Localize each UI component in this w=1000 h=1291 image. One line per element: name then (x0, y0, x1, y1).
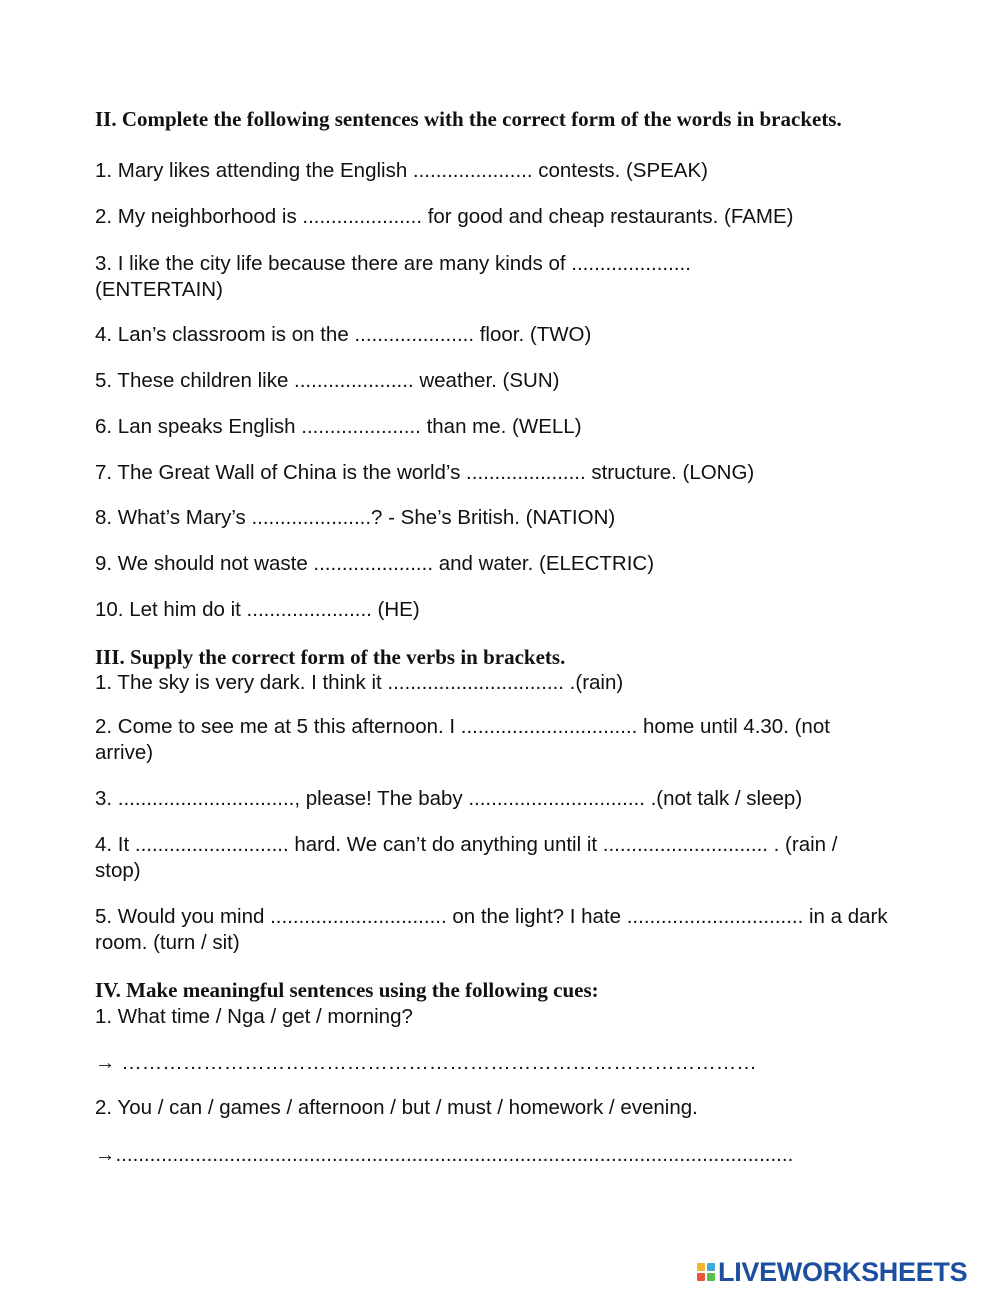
section-2-item-5: 5. These children like ..................... weather. (SUN) (95, 369, 560, 392)
section-3-item-2: 2. Come to see me at 5 this afternoon. I ............................... home until 4.30. (not arrive) (95, 715, 836, 764)
logo-block (707, 1263, 715, 1271)
section-4-heading: IV. Make meaningful sentences using the following cues: (95, 978, 599, 1002)
section-2-heading: II. Complete the following sentences with the correct form of the words in brackets. (95, 107, 842, 131)
section-4-item-1: 1. What time / Nga / get / morning? (95, 1005, 413, 1028)
section-2-item-3: 3. I like the city life because there are many kinds of ..................... (ENTERTAIN) (95, 252, 697, 301)
logo-blocks-icon (697, 1263, 715, 1281)
section-2-item-6: 6. Lan speaks English ..................... than me. (WELL) (95, 415, 582, 438)
logo-block (707, 1273, 715, 1281)
section-4-item-2: 2. You / can / games / afternoon / but / must / homework / evening. (95, 1096, 698, 1119)
section-2-item-7: 7. The Great Wall of China is the world’s ..................... structure. (LONG) (95, 461, 755, 484)
section-4-answer-line-1: → ………………………………………………………………………………… (95, 1051, 757, 1074)
section-4-answer-line-2: →....................................................................................................................... (95, 1143, 794, 1166)
section-3-item-3: 3. ..............................., please! The baby ............................... .(not talk / sleep) (95, 787, 803, 810)
logo-block (697, 1273, 705, 1281)
section-2-item-10: 10. Let him do it ...................... (HE) (95, 598, 420, 621)
section-2-item-8: 8. What’s Mary’s .....................? - She’s British. (NATION) (95, 506, 616, 529)
logo-block (697, 1263, 705, 1271)
section-3-item-1: 1. The sky is very dark. I think it ............................... .(rain) (95, 671, 624, 694)
section-3-item-4: 4. It ........................... hard. We can’t do anything until it ............................. . (rain / stop) (95, 833, 844, 882)
logo-text: LIVEWORKSHEETS (718, 1257, 968, 1287)
section-3-item-5: 5. Would you mind ............................... on the light? I hate ............................... in a dark room. (turn / sit) (95, 905, 894, 954)
section-2-item-4: 4. Lan’s classroom is on the ..................... floor. (TWO) (95, 323, 592, 346)
section-2-item-2: 2. My neighborhood is ..................... for good and cheap restaurants. (FAME) (95, 205, 794, 228)
section-2-item-1: 1. Mary likes attending the English ..................... contests. (SPEAK) (95, 159, 708, 182)
liveworksheets-logo (697, 1257, 967, 1287)
section-3-heading: III. Supply the correct form of the verbs in brackets. (95, 645, 566, 669)
section-2-item-9: 9. We should not waste ..................... and water. (ELECTRIC) (95, 552, 655, 575)
